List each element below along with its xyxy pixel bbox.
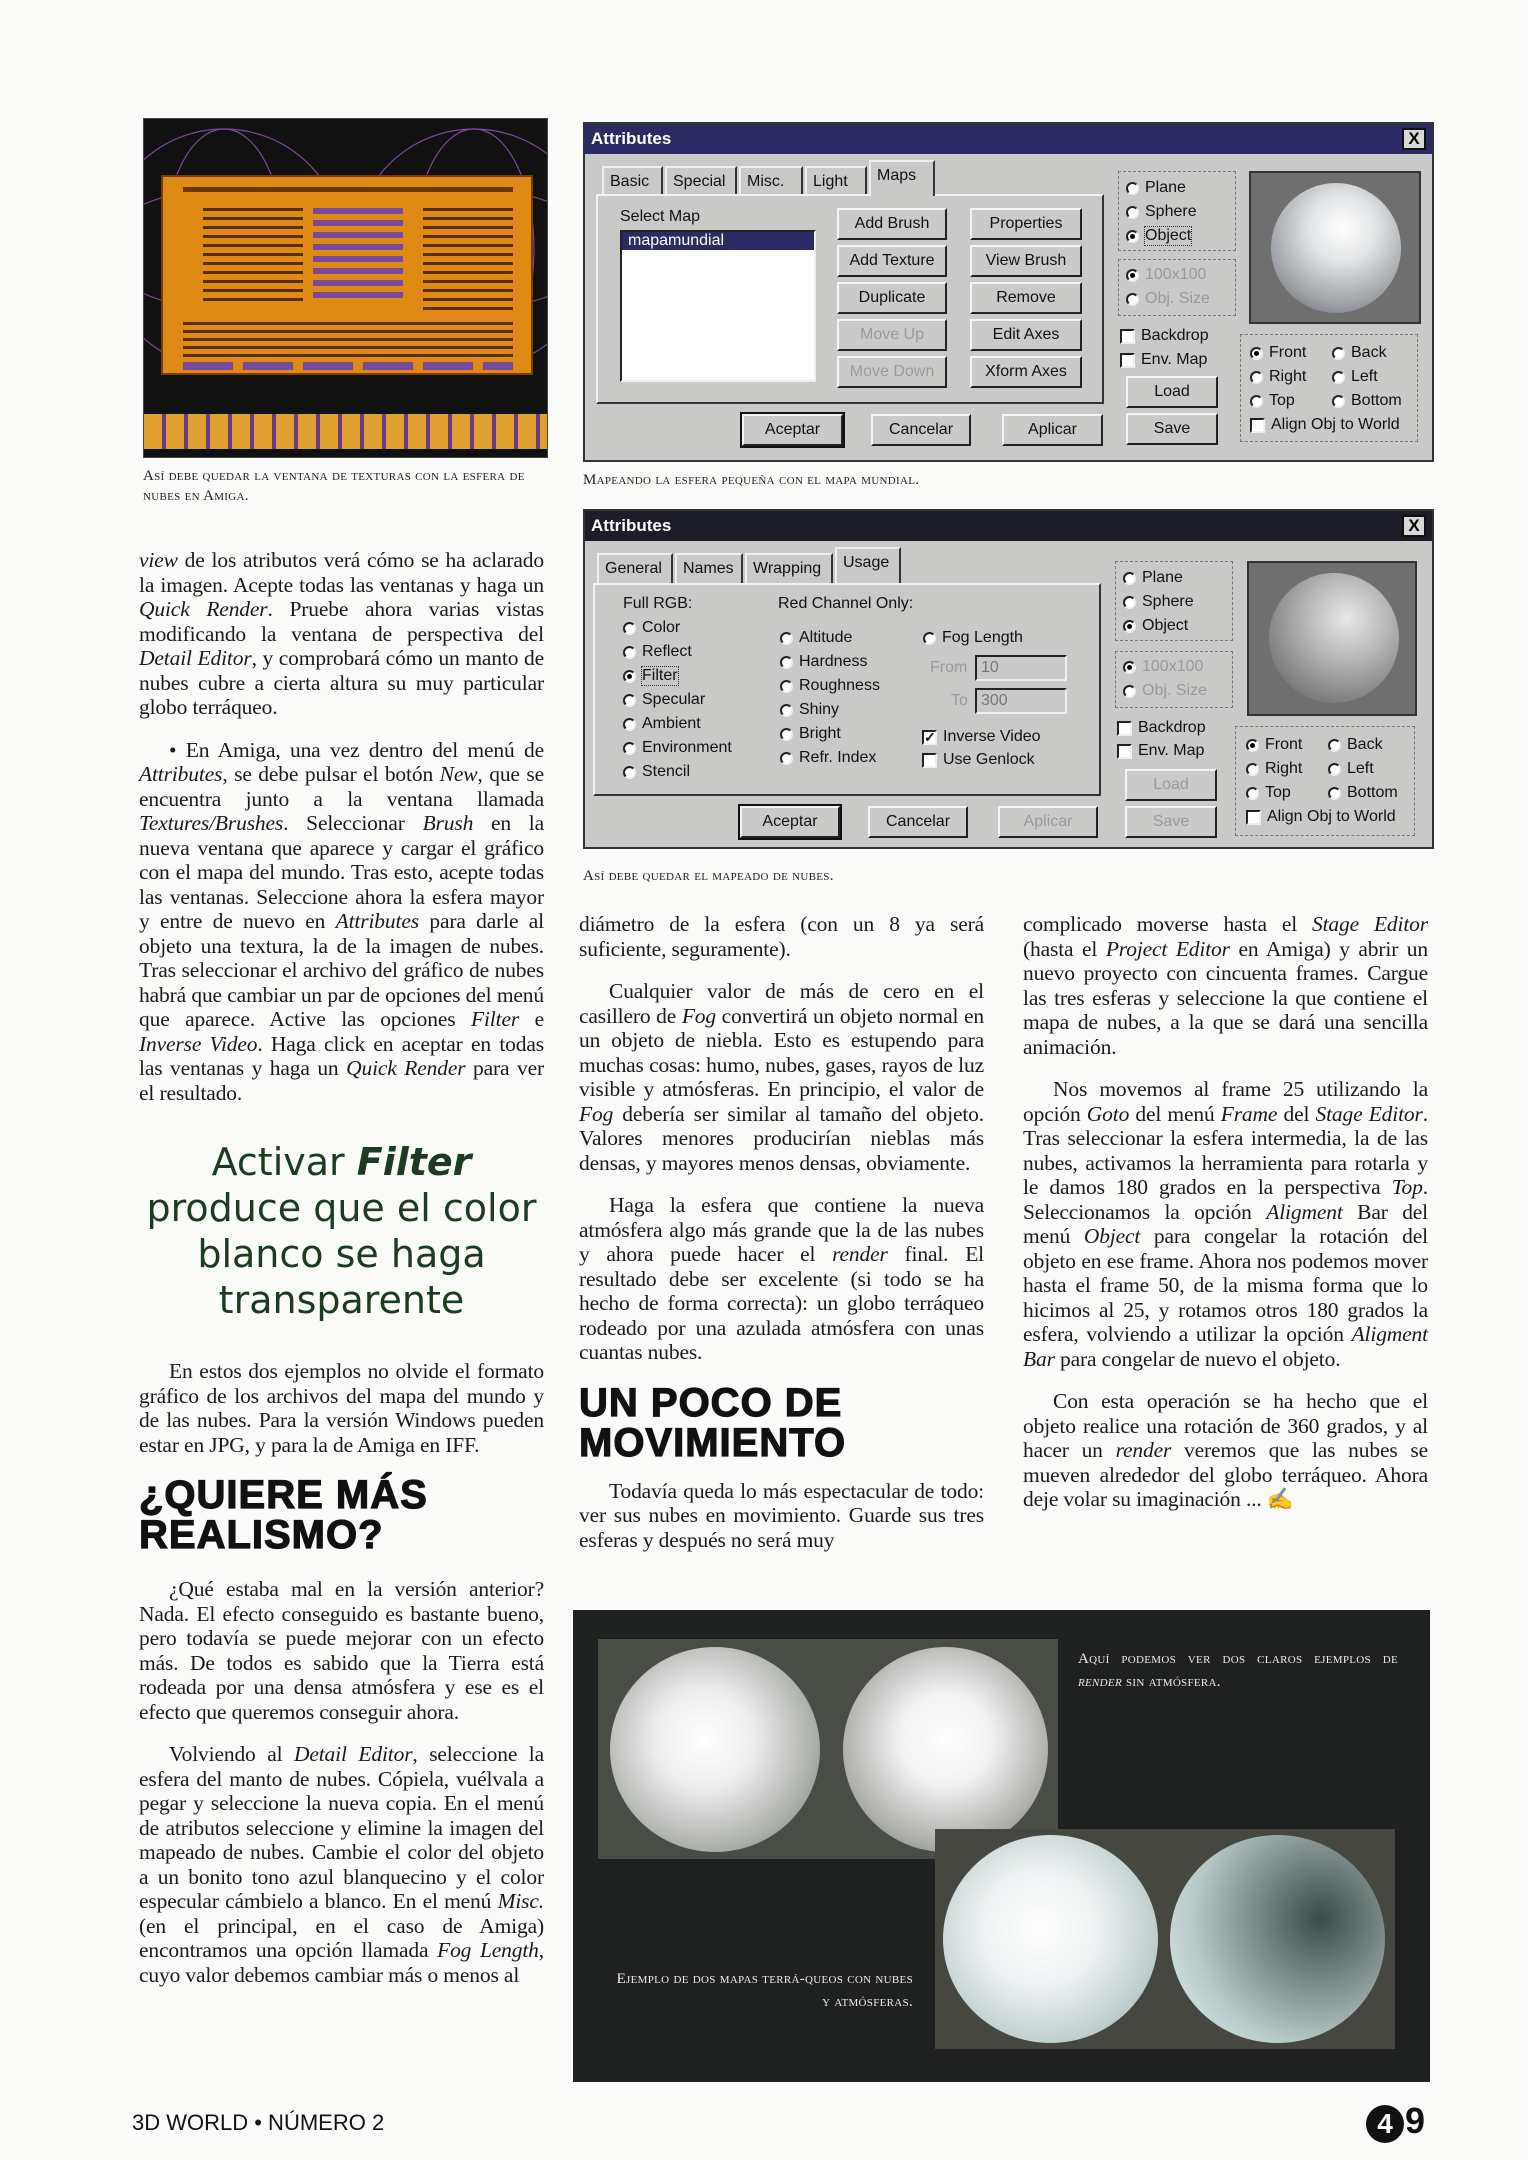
radio-icon [1328, 763, 1341, 776]
radio-selected-icon [1126, 269, 1139, 282]
radio-label: Left [1351, 368, 1378, 385]
italic-text-run: Fog [579, 1101, 614, 1126]
paragraph [139, 1577, 544, 1724]
radio-obj-size[interactable] [1123, 682, 1207, 700]
text-run: . Seleccionamos la opción [1023, 1175, 1428, 1224]
view-brush-button[interactable]: View Brush [970, 245, 1082, 277]
tab-special[interactable]: Special [665, 166, 737, 196]
radio-label: Plane [1145, 179, 1186, 196]
text-run: . Pruebe ahora varias vistas modificando la ventana de perspectiva del [139, 597, 544, 646]
italic-text-run: New [439, 762, 478, 786]
text-run: , seleccione la esfera del manto de nubes. Cópiela, vuélvala a pegar y seleccione la nueva copia. En el menú de atributos seleccione y elimine la imagen del mapeado de nubes. Cambie el color del objeto a un bonito tono azul blanquecino y el color especular cámbielo a blanco. En el menú [139, 1742, 544, 1913]
italic-text-run: view [139, 548, 178, 572]
amiga-screenshot [143, 118, 548, 458]
caption-amiga: Así debe quedar la ventana de texturas con la esfera de nubes en Amiga. [143, 468, 525, 504]
text-run: , que se encuentra junto a la ventana llamada [139, 762, 544, 811]
checkbox-align-obj[interactable] [1246, 808, 1396, 826]
text-run: En estos dos ejemplos no olvide el formato gráfico de los archivos del mapa del mundo y de las nubes. Para la versión Windows pueden estar en JPG, y para la de Amiga en IFF. [139, 1359, 544, 1457]
radio-icon [623, 646, 636, 659]
radio-ambient[interactable] [623, 715, 701, 733]
aceptar-button[interactable]: Aceptar [740, 806, 840, 838]
radio-label: Obj. Size [1145, 290, 1210, 307]
tab-usage[interactable]: Usage [835, 547, 901, 583]
save-button[interactable]: Save [1125, 806, 1217, 838]
text-run: convertirá un objeto normal en un objeto de niebla. Esto es estupendo para muchas cosas: humo, nubes, gases, rayos de luz visible y atmósferas. En principio, el valor de [579, 1003, 984, 1101]
italic-text-run: Detail Editor [293, 1742, 413, 1766]
text-run: diámetro de la esfera (con un 8 ya será suficiente, seguramente). [579, 912, 984, 961]
checkbox-env-map[interactable] [1117, 742, 1204, 760]
text-run: Todavía queda lo más espectacular de todo: ver sus nubes en movimiento. Guarde sus tres esferas y después no será muy [579, 1478, 984, 1552]
italic-text-run: Quick Render [346, 1056, 466, 1080]
add-brush-button[interactable]: Add Brush [837, 208, 947, 240]
italic-text-run: Inverse Video [139, 1031, 258, 1056]
italic-text-run: render [1078, 1674, 1122, 1690]
italic-text-run: Fog [681, 1003, 716, 1028]
radio-top[interactable] [1250, 392, 1295, 410]
radio-label: Bottom [1347, 784, 1398, 801]
to-label: To [951, 692, 968, 709]
text-run: produce que el color blanco se haga transparente [146, 1186, 537, 1322]
to-input[interactable]: 300 [975, 688, 1067, 714]
radio-bottom[interactable] [1332, 392, 1402, 410]
italic-text-run: Attributes [335, 909, 419, 933]
select-map-label: Select Map [620, 208, 701, 225]
paragraph [1023, 1389, 1428, 1512]
radio-specular[interactable] [623, 691, 705, 709]
attributes-dialog-usage [583, 509, 1434, 849]
preview-sphere [1269, 573, 1399, 703]
radio-object[interactable] [1126, 227, 1191, 245]
radio-label: Filter [642, 667, 678, 684]
checkbox-inverse-video[interactable] [922, 728, 1041, 746]
text-run: Nos movemos al frame 25 utilizando la opción [1023, 1077, 1428, 1126]
radio-icon [1246, 787, 1259, 800]
text-run: Activar [211, 1140, 357, 1184]
checkbox-label: Backdrop [1138, 719, 1206, 736]
radio-refr-index[interactable] [780, 749, 876, 767]
radio-fog-length[interactable] [923, 629, 1023, 647]
render-with-atmosphere-image [935, 1829, 1395, 2049]
radio-selected-icon [623, 670, 636, 683]
paragraph [579, 1479, 984, 1553]
caption-dialog-usage: Así debe quedar el mapeado de nubes. [583, 868, 834, 884]
checkbox-align-obj[interactable] [1250, 416, 1400, 434]
radio-label: Sphere [1142, 593, 1194, 610]
from-label: From [930, 659, 968, 676]
render-photo-panel [573, 1610, 1430, 2082]
paragraph [1023, 912, 1428, 1059]
edit-axes-button[interactable]: Edit Axes [970, 319, 1082, 351]
paragraph [139, 1742, 544, 1987]
cancelar-button[interactable]: Cancelar [871, 414, 971, 446]
text-run: veremos que las nubes se mueven alrededor del globo terráqueo. Ahora deje volar su imaginación ... ✍ [1023, 1438, 1428, 1511]
radio-label: Bright [799, 725, 841, 742]
italic-text-run: render [1115, 1438, 1172, 1462]
section-heading-movimiento: UN POCO DE MOVIMIENTO [579, 1380, 847, 1465]
text-run: sin atmósfera. [1121, 1674, 1221, 1690]
radio-icon [923, 632, 936, 645]
title-bar [585, 511, 1432, 541]
radio-label: Fog Length [942, 629, 1023, 646]
sphere-render [943, 1835, 1158, 2043]
paragraph [579, 912, 984, 961]
text-run: e [519, 1007, 544, 1031]
properties-button[interactable]: Properties [970, 208, 1082, 240]
radio-icon [623, 766, 636, 779]
checkbox-icon [1120, 353, 1135, 368]
italic-text-run: Stage Editor [1311, 912, 1428, 936]
close-icon[interactable]: X [1402, 515, 1426, 537]
radio-label: Back [1351, 344, 1387, 361]
radio-left[interactable] [1328, 760, 1374, 778]
move-down-button[interactable]: Move Down [837, 356, 947, 388]
page-number-digit: 9 [1405, 2100, 1426, 2141]
load-button[interactable]: Load [1126, 376, 1218, 408]
paragraph [579, 979, 984, 1175]
text-run: . Tras seleccionar la esfera intermedia, la de las nubes, activamos la herramienta para rotarla y le damos 180 grados en la perspectiva [1023, 1101, 1428, 1199]
checkbox-label: Align Obj to World [1271, 416, 1400, 433]
save-button[interactable]: Save [1126, 413, 1218, 445]
checkbox-env-map[interactable] [1120, 351, 1207, 369]
italic-text-run: Quick Render [139, 597, 268, 621]
load-button[interactable]: Load [1125, 769, 1217, 801]
amiga-texture-panel [161, 175, 533, 375]
caption-render-with-atmosphere: Ejemplo de dos mapas terrá-queos con nubes y atmósferas. [616, 1971, 913, 2010]
italic-text-run: Aligment Bar [1023, 1322, 1428, 1371]
text-run: para congelar la rotación del objeto en ese frame. Ahora nos podemos mover hasta el frame 50, de la misma forma que lo hicimos al 25, y rotamos otros 180 grados la esfera, volviendo a utilizar la opción [1023, 1224, 1428, 1346]
italic-text-run: Misc. [497, 1889, 544, 1913]
italic-text-run: Brush [422, 811, 474, 835]
text-run: final. El resultado debe ser excelente (si todo se ha hecho de forma correcta): un globo terráqueo rodeado por una azulada atmósfera con unas cuantas nubes. [579, 1242, 985, 1364]
page-number-digit: 4 [1366, 2105, 1404, 2143]
radio-selected-icon [1250, 347, 1263, 360]
italic-text-run: Filter [356, 1140, 472, 1184]
radio-plane[interactable] [1123, 569, 1183, 587]
radio-back[interactable] [1332, 344, 1387, 362]
radio-object[interactable] [1123, 617, 1188, 635]
map-list[interactable] [620, 230, 816, 382]
radio-selected-icon [1123, 661, 1136, 674]
radio-bright[interactable] [780, 725, 841, 743]
tab-general[interactable]: General [597, 553, 673, 583]
radio-label: Bottom [1351, 392, 1402, 409]
page-number-text [1366, 2100, 1425, 2143]
radio-icon [1126, 293, 1139, 306]
radio-label: Front [1265, 736, 1303, 753]
tab-maps[interactable]: Maps [869, 160, 935, 196]
full-rgb-label: Full RGB: [623, 595, 693, 612]
radio-icon [1328, 787, 1341, 800]
paragraph [579, 1193, 984, 1365]
text-run: • En Amiga, una vez dentro del menú de [169, 737, 544, 762]
radio-label: 100x100 [1145, 266, 1207, 283]
radio-label: Shiny [799, 701, 840, 718]
duplicate-button[interactable]: Duplicate [837, 282, 947, 314]
checkbox-icon [922, 753, 937, 768]
radio-label: Plane [1142, 569, 1183, 586]
radio-icon [780, 632, 793, 645]
text-run: complicado moverse hasta el [1023, 912, 1312, 936]
checkbox-icon [1117, 744, 1132, 759]
radio-icon [1250, 371, 1263, 384]
tab-misc[interactable]: Misc. [739, 166, 803, 196]
radio-altitude[interactable] [780, 629, 852, 647]
text-run: Haga la esfera que contiene la nueva atmósfera algo más grande que la de las nubes y ahora puede hacer el [579, 1193, 984, 1266]
checkbox-icon [1250, 418, 1265, 433]
radio-roughness[interactable] [780, 677, 880, 695]
pull-quote [139, 1139, 544, 1323]
tab-light[interactable]: Light [805, 166, 867, 196]
text-run: del menú [1129, 1101, 1221, 1126]
preview-sphere [1271, 183, 1401, 313]
text-run: en Amiga) y abrir un nuevo proyecto con cincuenta frames. Cargue las tres esferas y seleccione la que contiene el mapa de nubes, a la que se dará una sencilla animación. [1023, 936, 1428, 1059]
radio-label: Obj. Size [1142, 682, 1207, 699]
text-run: . Haga click en aceptar en todas las ventanas y haga un [139, 1031, 544, 1080]
text-run: (hasta el [1023, 936, 1106, 961]
radio-label: Top [1269, 392, 1295, 409]
radio-icon [1332, 371, 1345, 384]
radio-top[interactable] [1246, 784, 1291, 802]
checkbox-label: Env. Map [1141, 351, 1208, 368]
render-no-atmosphere-image [598, 1639, 1058, 1859]
radio-bottom[interactable] [1328, 784, 1398, 802]
text-run: para darle al objeto una textura, la de la imagen de nubes. Tras seleccionar el archivo del gráfico de nubes habrá que cambiar un par de opciones del menú que aparece. Active las opciones [139, 909, 544, 1031]
map-list-item[interactable]: mapamundial [622, 232, 814, 250]
radio-label: Right [1265, 760, 1303, 777]
checkbox-icon [1120, 329, 1135, 344]
add-texture-button[interactable]: Add Texture [837, 245, 947, 277]
radio-icon [1123, 596, 1136, 609]
text-run: debería ser similar al tamaño del objeto. Valores menores producirían nieblas más densas, y mayores menos densas, obviamente. [579, 1101, 984, 1175]
sphere-render [610, 1647, 820, 1852]
radio-label: 100x100 [1142, 658, 1204, 675]
checkbox-label: Use Genlock [943, 751, 1035, 768]
checkbox-checked-icon: ✓ [924, 728, 936, 745]
close-icon[interactable]: X [1402, 128, 1426, 150]
aplicar-button[interactable]: Aplicar [1002, 414, 1103, 446]
text-run: Con esta operación se ha hecho que el objeto realice una rotación de 360 grados, y al hacer un [1023, 1389, 1428, 1462]
italic-text-run: Aligment [1266, 1199, 1343, 1224]
radio-filter[interactable] [623, 667, 678, 685]
radio-hardness[interactable] [780, 653, 867, 671]
radio-label: Left [1347, 760, 1374, 777]
section-heading-realismo: ¿QUIERE MÁS REALISMO? [139, 1473, 428, 1557]
radio-stencil[interactable] [623, 763, 690, 781]
cancelar-button[interactable]: Cancelar [868, 806, 968, 838]
text-run: , y comprobará cómo un manto de nubes cubre a cierta altura su muy particular globo terráqueo. [139, 646, 544, 719]
checkbox-label: Align Obj to World [1267, 808, 1396, 825]
tab-names[interactable]: Names [675, 553, 743, 583]
paragraph [139, 738, 544, 1106]
red-channel-label: Red Channel Only: [778, 595, 914, 612]
sphere-render [1170, 1835, 1385, 2043]
preview-box [1247, 561, 1417, 716]
tab-basic[interactable]: Basic [602, 166, 663, 196]
text-run: . Seleccionar [283, 811, 423, 835]
attributes-dialog-maps [583, 122, 1434, 462]
radio-icon [1332, 347, 1345, 360]
radio-front[interactable] [1250, 344, 1306, 362]
xform-axes-button[interactable]: Xform Axes [970, 356, 1082, 388]
checkbox-use-genlock[interactable] [922, 751, 1035, 769]
text-run: , cuyo valor debemos cambiar más o menos al [139, 1938, 545, 1987]
aceptar-button[interactable]: Aceptar [742, 414, 843, 446]
radio-right[interactable] [1250, 368, 1306, 386]
paragraph [139, 548, 544, 720]
radio-100x100[interactable] [1123, 658, 1203, 676]
italic-text-run: Project Editor [1105, 936, 1230, 961]
italic-text-run: Frame [1220, 1101, 1278, 1126]
radio-obj-size[interactable] [1126, 290, 1210, 308]
radio-selected-icon [1126, 230, 1139, 243]
checkbox-label: Backdrop [1141, 327, 1209, 344]
italic-text-run: Fog Length [437, 1938, 539, 1962]
radio-selected-icon [1246, 739, 1259, 752]
italic-text-run: Stage Editor [1315, 1101, 1423, 1126]
remove-button[interactable]: Remove [970, 282, 1082, 314]
radio-label: Right [1269, 368, 1307, 385]
radio-left[interactable] [1332, 368, 1378, 386]
text-run: del [1277, 1101, 1316, 1126]
radio-plane[interactable] [1126, 179, 1186, 197]
checkbox-backdrop[interactable] [1117, 719, 1206, 737]
radio-selected-icon [1123, 620, 1136, 633]
text-run: (en el principal, en el caso de Amiga) encontramos una opción llamada [139, 1913, 544, 1962]
radio-icon [1250, 395, 1263, 408]
radio-icon [780, 656, 793, 669]
radio-label: Refr. Index [799, 749, 877, 766]
radio-label: Top [1265, 784, 1291, 801]
radio-label: Color [642, 619, 681, 636]
text-run: , se debe pulsar el botón [222, 762, 440, 786]
left-column [139, 548, 544, 1987]
amiga-bottom-bar [144, 414, 548, 449]
checkbox-label: Env. Map [1138, 742, 1205, 759]
footer-magazine: 3D WORLD • NÚMERO 2 [132, 2110, 385, 2135]
page-number [1366, 2100, 1425, 2143]
radio-shiny[interactable] [780, 701, 839, 719]
text-run: Volviendo al [169, 1742, 294, 1766]
checkbox-icon [1117, 721, 1132, 736]
radio-back[interactable] [1328, 736, 1383, 754]
radio-label: Back [1347, 736, 1383, 753]
paragraph [1023, 1077, 1428, 1371]
radio-label: Object [1142, 617, 1189, 634]
caption-dialog-maps: Mapeando la esfera pequeña con el mapa mundial. [583, 472, 920, 488]
text-run: Bar del menú [1023, 1199, 1429, 1248]
checkbox-backdrop[interactable] [1120, 327, 1209, 345]
radio-right[interactable] [1246, 760, 1302, 778]
italic-text-run: Goto [1086, 1101, 1130, 1126]
radio-icon [1328, 739, 1341, 752]
dialog-title: Attributes [591, 516, 672, 535]
italic-text-run: Attributes [139, 762, 223, 786]
checkbox-icon [1246, 810, 1261, 825]
italic-text-run: render [832, 1242, 888, 1266]
italic-text-run: Textures/Brushes [139, 811, 284, 835]
aplicar-button[interactable]: Aplicar [998, 806, 1098, 838]
radio-environment[interactable] [623, 739, 732, 757]
radio-label: Roughness [799, 677, 880, 694]
italic-text-run: Detail Editor [139, 646, 252, 670]
radio-icon [623, 718, 636, 731]
radio-label: Object [1145, 227, 1192, 244]
radio-icon [623, 742, 636, 755]
radio-label: Ambient [642, 715, 701, 732]
radio-100x100[interactable] [1126, 266, 1206, 284]
from-input[interactable]: 10 [975, 655, 1067, 681]
middle-column [579, 912, 984, 1552]
radio-icon [623, 694, 636, 707]
italic-text-run: Top [1391, 1175, 1423, 1199]
radio-reflect[interactable] [623, 643, 692, 661]
checkbox-label: Inverse Video [943, 728, 1041, 745]
radio-icon [780, 704, 793, 717]
radio-front[interactable] [1246, 736, 1302, 754]
radio-label: Stencil [642, 763, 691, 780]
radio-sphere[interactable] [1123, 593, 1194, 611]
radio-label: Hardness [799, 653, 868, 670]
text-run: para ver el resultado. [139, 1056, 544, 1105]
text-run: ¿Qué estaba mal en la versión anterior? Nada. El efecto conseguido es bastante bueno, pero todavía se puede mejorar con un efecto más. De todos es sabido que la Tierra está rodeada por una densa atmósfera y ese es el efecto que queremos conseguir ahora. [139, 1577, 544, 1724]
radio-label: Front [1269, 344, 1307, 361]
sphere-render [843, 1647, 1048, 1852]
text-run: Aquí podemos ver dos claros ejemplos de [1078, 1651, 1398, 1667]
paragraph [139, 1359, 544, 1457]
radio-label: Altitude [799, 629, 853, 646]
radio-label: Sphere [1145, 203, 1197, 220]
radio-icon [1246, 763, 1259, 776]
italic-text-run: Object [1083, 1224, 1141, 1248]
text-run: de los atributos verá cómo se ha aclarado la imagen. Acepte todas las ventanas y haga un [139, 548, 544, 597]
text-run: Cualquier valor de más de cero en el casillero de [579, 979, 984, 1028]
radio-label: Reflect [642, 643, 692, 660]
radio-icon [1332, 395, 1345, 408]
italic-text-run: Filter [470, 1007, 520, 1031]
radio-icon [780, 752, 793, 765]
right-column [1023, 912, 1428, 1512]
radio-icon [1126, 206, 1139, 219]
radio-icon [1123, 572, 1136, 585]
radio-sphere[interactable] [1126, 203, 1197, 221]
radio-icon [623, 622, 636, 635]
tab-wrapping[interactable]: Wrapping [745, 553, 833, 583]
radio-icon [1126, 182, 1139, 195]
preview-box [1249, 171, 1421, 324]
text-run: para congelar de nuevo el objeto. [1054, 1346, 1341, 1371]
dialog-title: Attributes [591, 129, 672, 148]
radio-label: Environment [642, 739, 732, 756]
title-bar [585, 124, 1432, 154]
radio-icon [1123, 685, 1136, 698]
radio-label: Specular [642, 691, 706, 708]
caption-render-no-atmosphere [1078, 1648, 1398, 1694]
move-up-button[interactable]: Move Up [837, 319, 947, 351]
radio-icon [780, 680, 793, 693]
radio-color[interactable] [623, 619, 680, 637]
radio-icon [780, 728, 793, 741]
text-run: en la nueva ventana que aparece y cargar el gráfico con el mapa del mundo. Tras esto, acepte todas las ventanas. Seleccione ahora la esfera mayor y entre de nuevo en [139, 811, 544, 933]
